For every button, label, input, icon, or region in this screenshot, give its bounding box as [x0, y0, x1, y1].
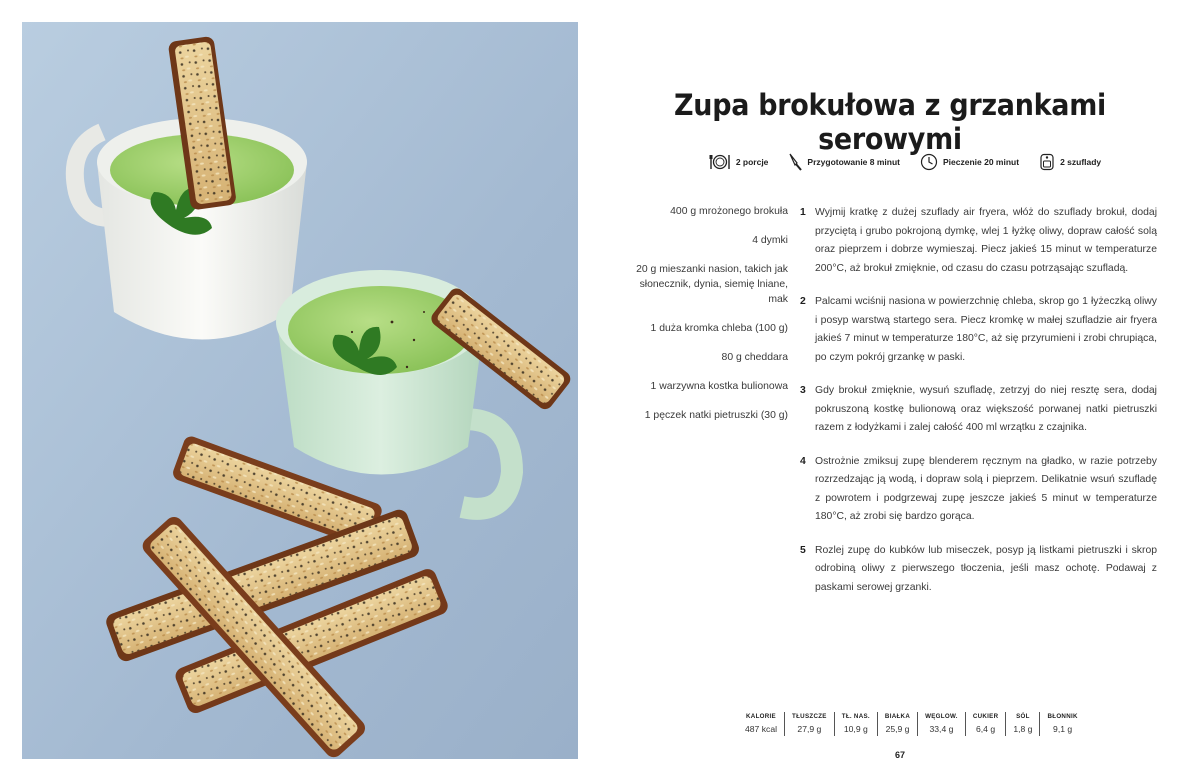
- step-number: 5: [800, 544, 806, 556]
- ingredient-item: 80 g cheddara: [721, 352, 788, 363]
- step-text: Rozlej zupę do kubków lub miseczek, posyp ją listkami pietruszki i skrop odrobiną oliwy z pierwszego tłoczenia, jeśli masz ochotę. Podawaj z paskami serowej grzanki.: [815, 544, 1157, 593]
- nutrition-sugar: [965, 712, 1006, 736]
- meta-label: 2 szuflady: [1060, 157, 1102, 167]
- method-step: [797, 453, 1157, 527]
- step-text: Ostrożnie zmiksuj zupę blenderem ręcznym na gładko, w razie potrzeby rozrzedzając ją wodą, i dopraw solą i pieprzem. Delikatnie wsuń szufladę z powrotem i podgrzewaj zupę jeszcze jakieś 5 minut w temperaturze 180°C, aż zrobi się bardzo gorąca.: [815, 455, 1157, 522]
- method-step: [797, 542, 1157, 598]
- meta-label: 2 porcje: [735, 157, 769, 167]
- nutrition-value: 9,1 g: [1053, 724, 1073, 734]
- nutrition-label: BIAŁKA: [884, 713, 911, 720]
- nutrition-calories: [738, 712, 784, 736]
- step-number: 1: [800, 207, 806, 218]
- nutrition-table: [738, 712, 1085, 736]
- ingredient-item: 1 pęczek natki pietruszki (30 g): [644, 410, 788, 421]
- meta-drawers: [1039, 153, 1101, 171]
- ingredients-list: [618, 204, 788, 437]
- recipe-photo: [22, 22, 578, 759]
- step-number: 3: [800, 385, 806, 396]
- step-number: 4: [800, 455, 806, 467]
- nutrition-protein: [877, 712, 917, 736]
- nutrition-value: 6,4 g: [976, 724, 996, 734]
- step-text: Gdy brokuł zmięknie, wysuń szufladę, zetrzyj do niej resztę sera, dodaj pokruszoną kostkę bulionową oraz większość porwanej natki pietruszki razem z łodyżkami i zalej całość 400 ml wrzątku z czajnika.: [815, 385, 1157, 433]
- recipe-meta-bar: [620, 150, 1190, 174]
- meta-label: Pieczenie 20 minut: [943, 157, 1020, 167]
- recipe-title: Zupa brokułowa z grzankami serowymi: [674, 88, 1106, 156]
- nutrition-sat-fat: [834, 712, 877, 736]
- step-text: Palcami wciśnij nasiona w powierzchnię chleba, skrop go 1 łyżeczką oliwy i posyp warstwą startego sera. Piecz kromkę w małej szufladzie air fryera jakieś 7 minut w temperaturze 180°C, aż się przyrumieni i zrobi chrupiąca, po czym pokrój grzankę w paski.: [815, 296, 1157, 363]
- nutrition-label: TŁ. NAS.: [841, 713, 870, 720]
- nutrition-value: 487 kcal: [745, 724, 778, 734]
- nutrition-label: KALORIE: [746, 713, 776, 720]
- method-steps: [797, 204, 1157, 612]
- ingredient-item: 20 g mieszanki nasion, takich jak słonecznik, dynia, siemię lniane, mak: [636, 264, 788, 305]
- meta-prep-time: [788, 153, 900, 171]
- ingredient-item: 1 warzywna kostka bulionowa: [650, 381, 788, 392]
- page-number: 67: [894, 750, 905, 760]
- method-step: [797, 382, 1157, 438]
- nutrition-carbs: [917, 712, 965, 736]
- meta-servings: [709, 153, 769, 171]
- nutrition-label: SÓL: [1016, 713, 1030, 720]
- clock-icon: [920, 153, 938, 171]
- nutrition-salt: [1005, 712, 1039, 736]
- nutrition-label: BŁONNIK: [1047, 713, 1078, 720]
- step-text: Wyjmij kratkę z dużej szuflady air fryera, włóż do szuflady brokuł, dodaj przyciętą i grubo pokrojoną dymkę, wlej 1 łyżkę oliwy, dopraw całość solą oraz pieprzem i dobrze wymieszaj. Piecz jakieś 15 minut w temperaturze 200°C, aż brokuł zmięknie, od czasu do czasu potrząsając szufladą.: [815, 207, 1157, 274]
- plate-cutlery-icon: [709, 153, 731, 171]
- nutrition-label: CUKIER: [972, 713, 999, 720]
- air-fryer-icon: [1039, 153, 1055, 171]
- ingredient-item: 1 duża kromka chleba (100 g): [650, 323, 788, 334]
- nutrition-value: 33,4 g: [929, 724, 954, 734]
- meta-label: Przygotowanie 8 minut: [807, 157, 900, 167]
- nutrition-label: TŁUSZCZE: [792, 713, 827, 720]
- ingredient-item: 4 dymki: [752, 235, 788, 246]
- ingredient-item: 400 g mrożonego brokuła: [670, 206, 788, 217]
- nutrition-value: 1,8 g: [1013, 724, 1033, 734]
- nutrition-label: WĘGLOW.: [925, 713, 958, 720]
- step-number: 2: [800, 296, 806, 307]
- nutrition-value: 25,9 g: [885, 724, 910, 734]
- nutrition-fiber: [1039, 712, 1084, 736]
- nutrition-value: 10,9 g: [843, 724, 868, 734]
- knife-icon: [788, 153, 802, 171]
- meta-bake-time: [920, 153, 1019, 171]
- nutrition-value: 27,9 g: [797, 724, 822, 734]
- method-step: [797, 293, 1157, 367]
- method-step: [797, 204, 1157, 278]
- nutrition-fat: [784, 712, 834, 736]
